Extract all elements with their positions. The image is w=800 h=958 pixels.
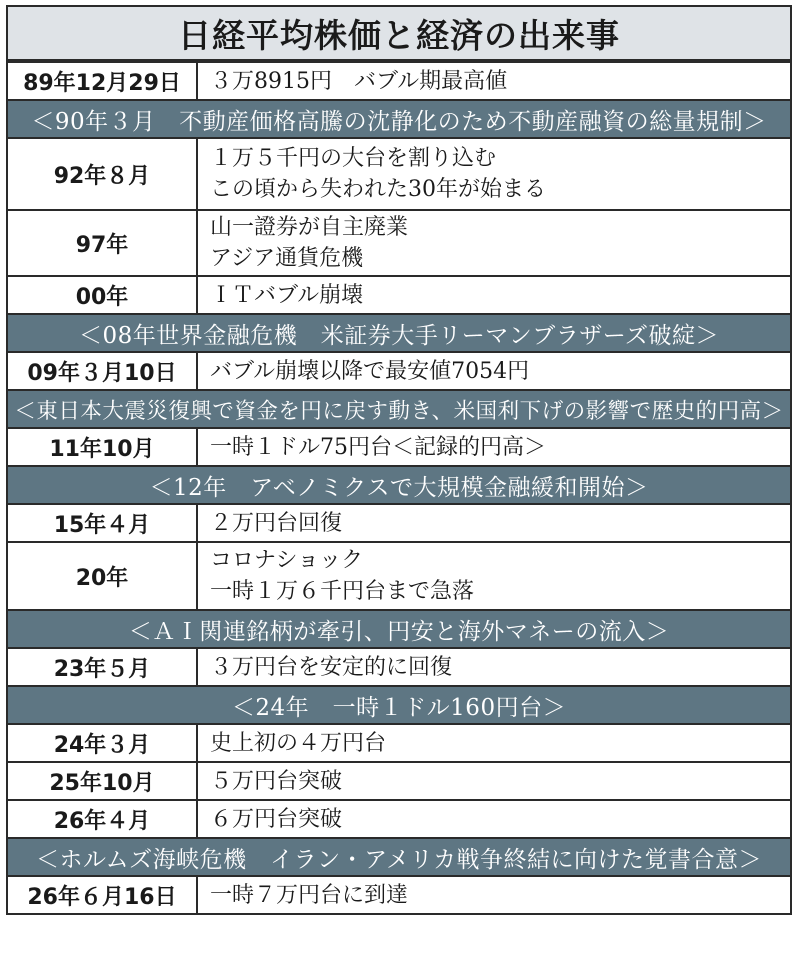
event-description <box>197 504 791 542</box>
event-text-line: 一時７万円台に到達 <box>210 882 409 908</box>
era-banner: ＜90年３月 不動産価格高騰の沈静化のため不動産融資の総量規制＞ <box>7 100 791 138</box>
event-description <box>197 276 791 314</box>
event-text-line: 史上初の４万円台 <box>210 730 387 756</box>
event-description <box>197 210 791 276</box>
event-description <box>197 352 791 390</box>
event-text-line: ＩＴバブル崩壊 <box>210 282 364 308</box>
event-date: 25年10月 <box>7 762 197 800</box>
era-banner: ＜12年 アベノミクスで大規模金融緩和開始＞ <box>7 466 791 504</box>
event-text-line: ３万8915円 バブル期最高値 <box>210 68 508 94</box>
era-banner: ＜ＡＩ関連銘柄が牽引、円安と海外マネーの流入＞ <box>7 610 791 648</box>
event-row <box>7 210 791 276</box>
era-banner: ＜24年 一時１ドル160円台＞ <box>7 686 791 724</box>
event-text-line: １万５千円の大台を割り込む <box>210 146 497 171</box>
era-banner-row <box>7 466 791 504</box>
event-description <box>197 428 791 466</box>
era-banner: ＜08年世界金融危機 米証券大手リーマンブラザーズ破綻＞ <box>7 314 791 352</box>
event-text-line: 一時１ドル75円台＜記録的円高＞ <box>210 434 546 460</box>
event-date: 11年10月 <box>7 428 197 466</box>
event-row <box>7 138 791 210</box>
page-title: 日経平均株価と経済の出来事 <box>6 5 792 61</box>
event-text-line: ５万円台突破 <box>210 768 343 794</box>
event-text-line: バブル崩壊以降で最安値7054円 <box>210 358 530 384</box>
event-description <box>197 648 791 686</box>
event-date: 20年 <box>7 542 197 610</box>
event-date: 09年３月10日 <box>7 352 197 390</box>
event-description <box>197 542 791 610</box>
era-banner-row <box>7 100 791 138</box>
event-description <box>197 138 791 210</box>
event-description <box>197 876 791 914</box>
era-banner-row <box>7 314 791 352</box>
event-row <box>7 428 791 466</box>
event-date: 97年 <box>7 210 197 276</box>
event-description <box>197 724 791 762</box>
event-date: 15年４月 <box>7 504 197 542</box>
event-text-line: ３万円台を安定的に回復 <box>210 654 453 680</box>
event-row <box>7 876 791 914</box>
era-banner-row <box>7 838 791 876</box>
event-row <box>7 762 791 800</box>
event-text-line: ２万円台回復 <box>210 510 343 536</box>
event-row <box>7 352 791 390</box>
event-text-line: 一時１万６千円台まで急落 <box>210 579 475 604</box>
timeline-body <box>7 62 791 914</box>
era-banner-row <box>7 686 791 724</box>
event-text-line: ６万円台突破 <box>210 806 343 832</box>
timeline-table <box>6 61 792 915</box>
event-text-line: コロナショック <box>210 548 364 573</box>
event-row <box>7 504 791 542</box>
era-banner-row <box>7 610 791 648</box>
event-row <box>7 542 791 610</box>
event-date: 26年６月16日 <box>7 876 197 914</box>
event-row <box>7 800 791 838</box>
era-banner: ＜ホルムズ海峡危機 イラン・アメリカ戦争終結に向けた覚書合意＞ <box>7 838 791 876</box>
event-date: 00年 <box>7 276 197 314</box>
era-banner-row <box>7 390 791 428</box>
event-text-line: この頃から失われた30年が始まる <box>210 177 546 202</box>
event-row <box>7 648 791 686</box>
event-description <box>197 762 791 800</box>
event-date: 23年５月 <box>7 648 197 686</box>
event-text-line: アジア通貨危機 <box>210 246 364 271</box>
event-date: 24年３月 <box>7 724 197 762</box>
event-description <box>197 800 791 838</box>
event-description <box>197 62 791 100</box>
event-row <box>7 62 791 100</box>
event-row <box>7 724 791 762</box>
event-date: 89年12月29日 <box>7 62 197 100</box>
era-banner: ＜東日本大震災復興で資金を円に戻す動き、米国利下げの影響で歴史的円高＞ <box>7 390 791 428</box>
event-date: 92年８月 <box>7 138 197 210</box>
event-date: 26年４月 <box>7 800 197 838</box>
event-row <box>7 276 791 314</box>
event-text-line: 山一證券が自主廃業 <box>210 215 409 240</box>
